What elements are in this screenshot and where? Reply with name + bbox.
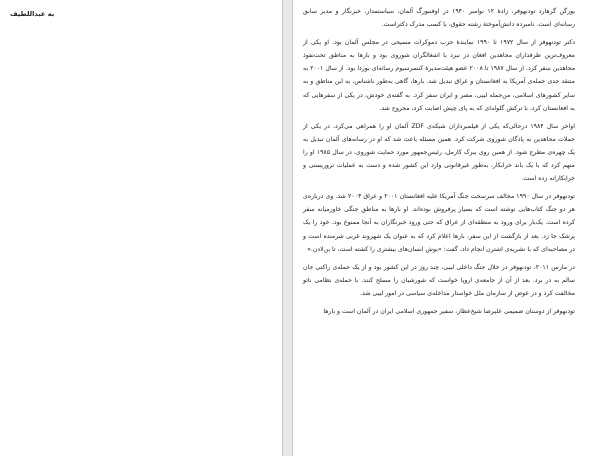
page-divider <box>283 0 293 456</box>
left-page <box>0 0 283 456</box>
right-page <box>293 0 589 456</box>
paragraph-5: در مارس ۲۰۱۱، تودنهوفر در خلال جنگ داخلی لیبی، چند روز در این کشور بود و از یک حمله‌ی راکتی جان سالم به در برد. بعد از آن از جامعه‌ی اروپا خواست که شورشیان را مسلح کنند. با حمله‌ی نظامی ناتو مخالفت کرد و در عوض از سازمان ملل خواستار مداخله‌ی سیاسی در امور لیبی شد. <box>303 263 575 297</box>
paragraph-6: تودنهوفر از دوستان صمیمی علیرضا شیخ‌عطار، سفیر جمهوری اسلامی ایران در آلمان است و بارها <box>323 307 575 315</box>
paragraph-2: دکتر تودنهوفر از سال ۱۹۷۲ تا ۱۹۹۰ نمایندهٔ حزب دموکرات مسیحی در مجلس آلمان بود. او یکی از معروف‌ترین طرفداران مجاهدین افغان در نبرد با اشغالگران شوروی بود و بارها به مناطق تحت‌نفوذ مجاهدین سفر کرد. از سال ۱۹۸۷ تا ۲۰۰۸ عضو هیئت‌مدیرهٔ کنسرسیوم رسانه‌ای بوردا بود. از سال ۲۰۰۱ به منتقد جدی حمله‌ی آمریکا به افغانستان و عراق تبدیل شد. بارها، گاهی به‌طور ناشناس، به این مناطق و به سایر کشورهای اسلامی، من‌جمله لیبی، مصر و ایران سفر کرد. به گفته‌ی خودش، در یکی از سفرهایی که به افغانستان کرد، با ترکش گلوله‌ای که به پای چپش اصابت کرد، مجروح شد. <box>303 39 576 112</box>
paragraph-3: اواخر سال ۱۹۸۴ درحالی‌که یکی از فیلمبرداران شبکه‌ی ZDF آلمان او را همراهی می‌کرد، در یکی از حملات مجاهدین به پادگان شوروی شرکت کرد. همین مسئله باعث شد که او در رسانه‌های آلمان تبدیل به یک چهره‌ی مطرح شود. از همین روی ببرک کارمل، رئیس‌جمهور مورد حمایت شوروی، در سال ۱۹۸۵ او را متهم کرد که با یک باند خرابکار، به‌طور غیرقانونی وارد این کشور شده و دست به عملیات تروریستی و خرابکارانه زده است. <box>303 122 576 183</box>
paragraph-1: یورگن گرهارد تودنهوفر، زادهٔ ۱۲ نوامبر ۱۹۴۰ در اوفنبورگ آلمان، سیاستمدار، خبرنگار و مدیر سابق رسانه‌ای است. نامبرده دانش‌آموختهٔ رشته حقوق، با کسب مدرک دکتراست. <box>303 8 576 29</box>
paragraph-4: تودنهوفر در سال ۱۹۹۰ مخالف سرسخت جنگ آمریکا علیه افغانستان ۲۰۰۱ و عراق ۲۰۰۳ شد. وی درباره‌ی هر دو جنگ کتاب‌هایی نوشته است که بسیار پرفروش بوده‌اند. او بارها به مناطق جنگی خاورمیانه سفر کرده است. یک‌بار برای ورود به منطقه‌ای از عراق که حتی ورود خبرنگاران به آنجا ممنوع بود، خود را یک پزشک جا زد. بعد از بازگشت از این سفر، بارها اعلام کرد که به عنوان یک شهروند غربی شرمنده است و در مصاحبه‌ای که با نشریه‌ی اشترن انجام داد، گفت: «بوش انسان‌های بیشتری را کشته است، تا بن‌لادن.» <box>303 193 575 253</box>
page-content <box>303 5 575 323</box>
dedication-heading: به عبداللطیف <box>10 10 55 18</box>
